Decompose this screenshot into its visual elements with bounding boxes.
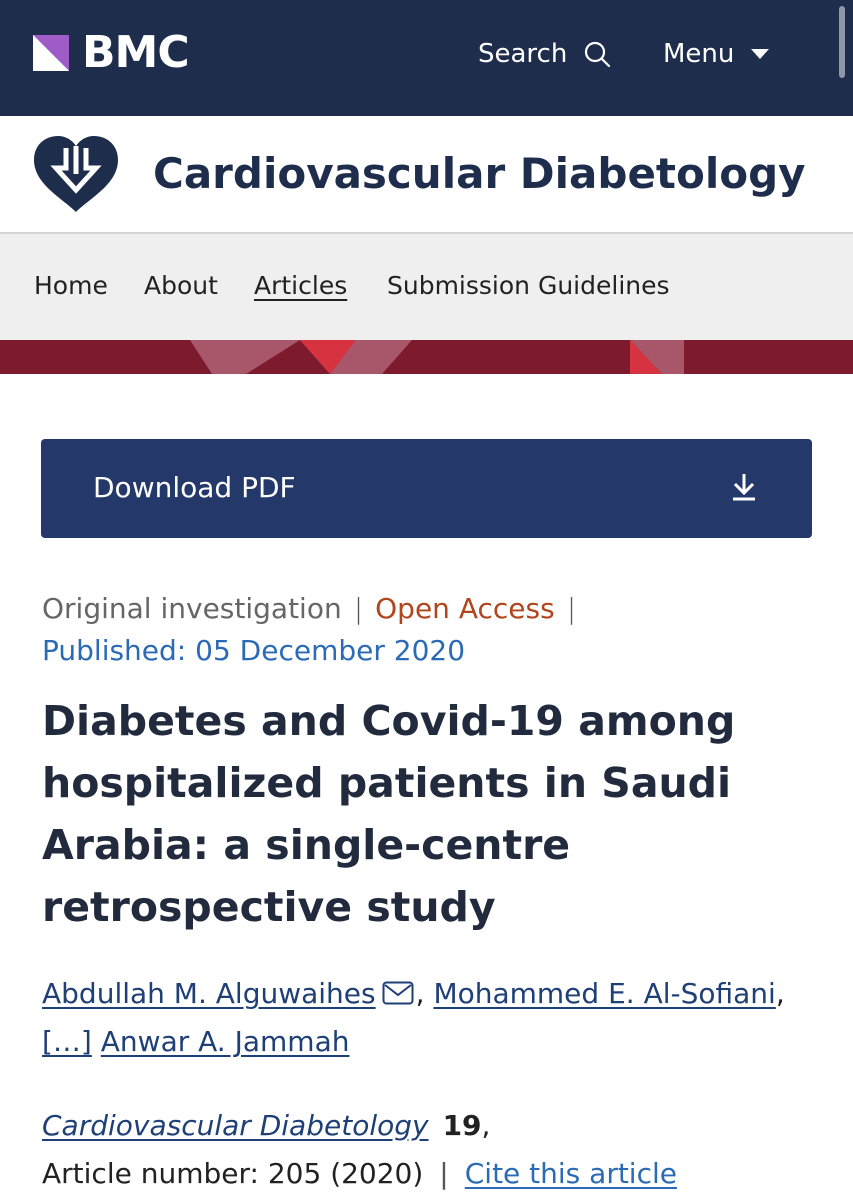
download-icon — [730, 472, 758, 502]
open-access-badge[interactable]: Open Access — [375, 592, 555, 625]
chevron-down-icon — [750, 48, 770, 60]
author-list: Abdullah M. Alguwaihes , Mohammed E. Al-Sofiani, […] Anwar A. Jammah — [42, 977, 785, 1058]
download-pdf-label: Download PDF — [93, 471, 296, 504]
download-pdf-button[interactable] — [41, 439, 812, 538]
bmc-logo-icon[interactable] — [33, 35, 69, 71]
search-button[interactable] — [478, 34, 611, 74]
article-type: Original investigation — [42, 592, 342, 625]
search-label: Search — [478, 39, 568, 69]
citation-volume: 19 — [442, 1109, 482, 1142]
nav-about[interactable]: About — [144, 271, 218, 300]
journal-nav — [0, 234, 853, 340]
scrollbar[interactable] — [839, 6, 845, 78]
decorative-banner — [0, 340, 853, 374]
journal-header — [0, 116, 853, 234]
meta-divider: | — [566, 592, 577, 625]
banner-pattern — [0, 340, 853, 374]
menu-label: Menu — [663, 39, 735, 69]
cite-this-article-link[interactable]: Cite this article — [464, 1157, 677, 1190]
article-meta — [42, 588, 822, 630]
published-date: Published: 05 December 2020 — [42, 634, 466, 667]
nav-home[interactable]: Home — [34, 271, 108, 300]
journal-title[interactable]: Cardiovascular Diabetology — [153, 149, 806, 198]
show-all-authors-link[interactable]: […] — [42, 1025, 92, 1058]
citation-divider: | — [439, 1157, 449, 1190]
author-link[interactable]: Mohammed E. Al-Sofiani — [433, 977, 776, 1010]
citation-info: Cardiovascular Diabetology 19, Article number: 205 (2020) | Cite this article — [42, 1109, 677, 1190]
menu-button[interactable] — [663, 34, 770, 74]
top-bar — [0, 0, 853, 116]
article-title: Diabetes and Covid-19 among hospitalized patients in Saudi Arabia: a single-centre retrospective study — [42, 697, 736, 931]
journal-heart-icon[interactable] — [32, 134, 120, 214]
citation-journal-link[interactable]: Cardiovascular Diabetology — [42, 1109, 429, 1142]
brand-name[interactable]: BMC — [82, 27, 189, 78]
mail-icon[interactable] — [382, 981, 414, 1005]
search-icon — [583, 40, 611, 68]
author-link[interactable]: Anwar A. Jammah — [100, 1025, 350, 1058]
nav-articles[interactable]: Articles — [254, 271, 348, 300]
citation-article-number: Article number: 205 (2020) — [42, 1157, 424, 1190]
author-link[interactable]: Abdullah M. Alguwaihes — [42, 977, 376, 1010]
nav-submission-guidelines[interactable]: Submission Guidelines — [387, 271, 670, 300]
meta-divider: | — [353, 592, 364, 625]
